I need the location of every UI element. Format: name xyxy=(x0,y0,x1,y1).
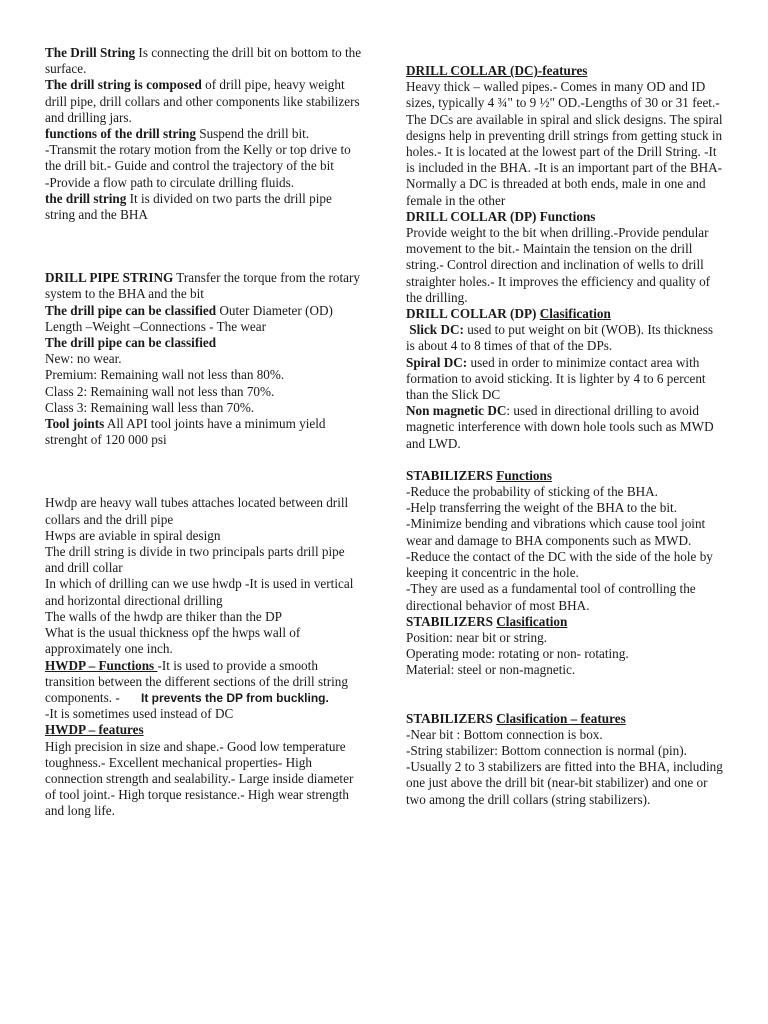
term: DRILL PIPE STRING xyxy=(45,270,174,286)
term: Tool joints xyxy=(45,416,105,432)
list-item: -String stabilizer: Bottom connection is normal (pin). xyxy=(406,742,687,758)
text: Outer Diameter (OD) Length –Weight –Connections - The wear xyxy=(45,302,333,334)
section-stabilizers-functions xyxy=(406,468,724,614)
heading: STABILIZERS xyxy=(406,613,493,629)
section-dc-functions xyxy=(406,209,724,306)
paragraph: -It is sometimes used instead of DC xyxy=(45,706,234,722)
list-item: -Near bit : Bottom connection is box. xyxy=(406,726,603,742)
paragraph xyxy=(45,270,363,302)
term: The drill pipe can be classified xyxy=(45,335,217,351)
paragraph xyxy=(45,126,363,142)
paragraph: -Transmit the rotary motion from the Kelly or top drive to the drill bit.- Guide and control the trajectory of the bit xyxy=(45,142,351,174)
heading: STABILIZERS xyxy=(406,710,493,726)
heading xyxy=(45,335,363,351)
text: used to put weight on bit (WOB). Its thickness is about 4 to 8 times of that of the DPs. xyxy=(406,322,713,354)
term: The Drill String xyxy=(45,45,136,60)
section-hwdp xyxy=(45,495,363,819)
text: Suspend the drill bit. xyxy=(195,126,310,142)
text: used in order to minimize contact area with formation to avoid sticking. It is lighter by 4 to 6 percent than the Slick DC xyxy=(406,354,706,403)
list-item: -Reduce the contact of the DC with the side of the hole by keeping it concentric in the hole. xyxy=(406,548,713,581)
paragraph xyxy=(406,322,724,354)
paragraph: The drill string is divide in two principals parts drill pipe and drill collar xyxy=(45,544,345,576)
text: It is divided on two parts the drill pipe string and the BHA xyxy=(45,190,332,223)
heading: HWDP – Functions xyxy=(45,657,158,673)
heading xyxy=(406,63,724,79)
section-dc-features xyxy=(406,63,724,209)
text: All API tool joints have a minimum yield strenght of 120 000 psi xyxy=(45,416,326,448)
paragraph: Hwdp are heavy wall tubes attaches located between drill collars and the drill pipe xyxy=(45,495,349,527)
right-column xyxy=(406,63,724,808)
section-dc-classification xyxy=(406,306,724,452)
paragraph: What is the usual thickness opf the hwps wall of approximately one inch. xyxy=(45,625,301,657)
list-item: Material: steel or non-magnetic. xyxy=(406,662,576,678)
paragraph: Provide weight to the bit when drilling.-Provide pendular movement to the bit.- Maintain the tension on the drill string.- Control direction and inclination of wells to drill straighter holes.- It improves the efficiency and quality of the drilling. xyxy=(406,225,711,305)
list-item: Class 2: Remaining wall not less than 70%. xyxy=(45,383,275,399)
paragraph xyxy=(406,355,724,404)
paragraph xyxy=(406,403,724,452)
term: functions of the drill string xyxy=(45,126,196,142)
heading xyxy=(406,209,724,225)
heading: HWDP – features xyxy=(45,722,144,738)
list-item: Position: near bit or string. xyxy=(406,629,548,645)
list-item: -Reduce the probability of sticking of the BHA. xyxy=(406,484,658,500)
left-column xyxy=(45,45,363,820)
term: the drill string xyxy=(45,190,127,206)
heading xyxy=(406,614,724,630)
heading xyxy=(45,722,363,738)
section-drill-string xyxy=(45,45,363,223)
text: : used in directional drilling to avoid magnetic interference with down hole tools such as MWD and LWD. xyxy=(406,403,714,451)
term: The drill pipe can be classified xyxy=(45,302,217,318)
paragraph xyxy=(45,416,363,448)
term: The drill string is composed xyxy=(45,77,202,93)
list-item: Operating mode: rotating or non- rotating. xyxy=(406,646,629,662)
heading: DRILL COLLAR (DP) Functions xyxy=(406,208,596,224)
heading-underlined: Clasification xyxy=(539,306,611,322)
list-item: New: no wear. xyxy=(45,351,122,367)
paragraph xyxy=(45,45,363,77)
text: Transfer the torque from the rotary system to the BHA and the bit xyxy=(45,270,361,302)
paragraph: The walls of the hwdp are thiker than the DP xyxy=(45,608,282,624)
heading-underlined: Clasification xyxy=(496,613,568,629)
section-stabilizers-class-features xyxy=(406,711,724,808)
heading: DRILL COLLAR (DP) xyxy=(406,306,537,322)
heading: DRILL COLLAR (DC)-features xyxy=(406,63,588,78)
list-item: -They are used as a fundamental tool of controlling the directional behavior of most BHA. xyxy=(406,581,696,613)
bold-note: It prevents the DP from buckling. xyxy=(141,690,329,705)
list-item: -Minimize bending and vibrations which cause tool joint wear and damage to BHA components such as MWD. xyxy=(406,516,706,548)
heading: STABILIZERS xyxy=(406,467,493,483)
paragraph xyxy=(45,303,363,335)
paragraph: Heavy thick – walled pipes.- Comes in many OD and ID sizes, typically 4 ¾" to 9 ½" OD.-Lengths of 30 or 31 feet.- The DCs are available in spiral and slick designs. The spiral designs help in preventing drill strings from getting stuck in holes.- It is located at the lowest part of the Drill String. -It is included in the BHA. -It is an important part of the BHA-Normally a DC is threaded at both ends, male in one and female in the other xyxy=(406,79,723,208)
paragraph xyxy=(45,658,363,707)
list-item: Premium: Remaining wall not less than 80%. xyxy=(45,367,285,383)
text: of drill pipe, heavy weight drill pipe, drill collars and other components like stabilizers and drilling jars. xyxy=(45,77,360,125)
paragraph xyxy=(45,191,363,223)
list-item: -Usually 2 to 3 stabilizers are fitted into the BHA, including one just above the drill bit (near-bit stabilizer) and one or two among the drill collars (string stabilizers). xyxy=(406,759,723,807)
heading xyxy=(406,468,724,484)
paragraph: Hwps are aviable in spiral design xyxy=(45,527,221,543)
paragraph xyxy=(45,77,363,126)
term: Non magnetic DC xyxy=(406,403,507,419)
section-drill-pipe xyxy=(45,270,363,448)
heading xyxy=(406,306,724,322)
paragraph: -Provide a flow path to circulate drilling fluids. xyxy=(45,174,295,190)
list-item: Class 3: Remaining wall less than 70%. xyxy=(45,399,255,415)
heading-underlined: Functions xyxy=(496,467,552,483)
term: Slick DC: xyxy=(409,322,464,338)
term: Spiral DC: xyxy=(406,354,468,370)
text: Is connecting the drill bit on bottom to the surface. xyxy=(45,45,362,77)
heading-underlined: Clasification – features xyxy=(496,710,626,726)
section-stabilizers-classification xyxy=(406,614,724,679)
heading xyxy=(406,711,724,727)
list-item: -Help transferring the weight of the BHA to the bit. xyxy=(406,500,678,516)
paragraph: In which of drilling can we use hwdp -It is used in vertical and horizontal directional drilling xyxy=(45,576,354,608)
paragraph: High precision in size and shape.- Good low temperature toughness.- Excellent mechanical properties- High connection strength and sealability.- Large inside diameter of tool joint.- High torque resistance.- High wear strength and long life. xyxy=(45,738,354,819)
text: -It is used to provide a smooth transition between the different sections of the drill string components. - xyxy=(45,657,348,705)
